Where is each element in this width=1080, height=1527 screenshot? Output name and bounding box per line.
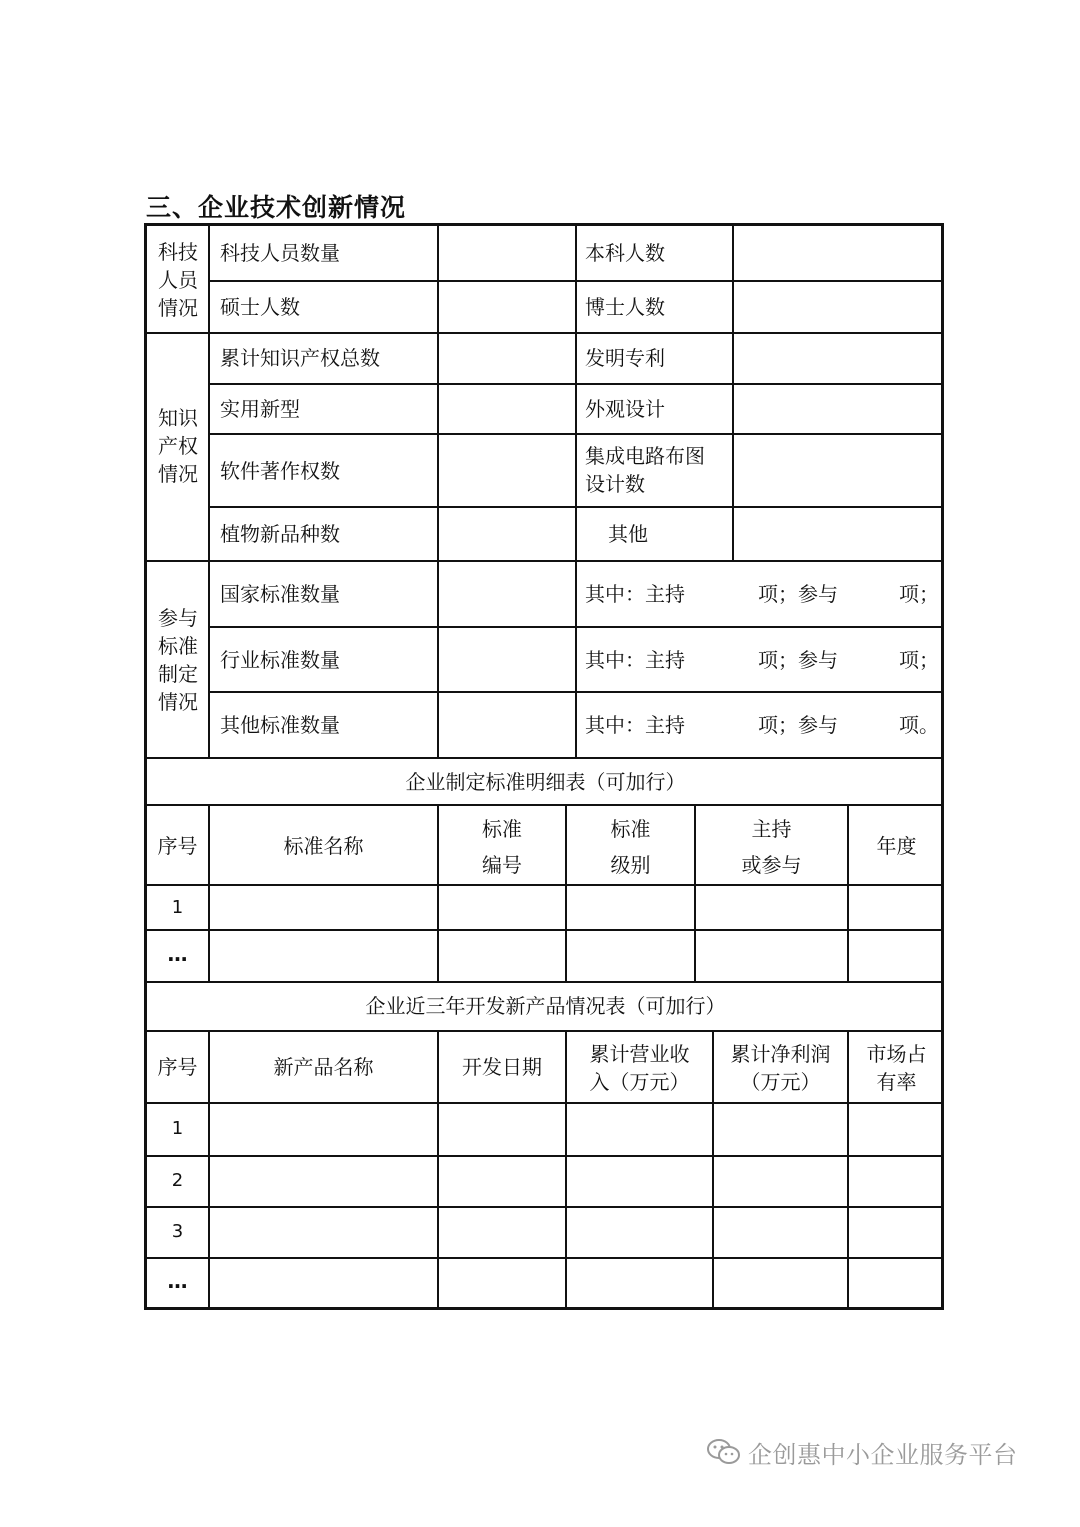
standards-header-level-line1: 标准 [610,817,651,841]
national-detail-end: 项； [899,582,939,606]
ic-layout-label-line2: 设计数 [585,472,645,496]
tech-staff-group-label: 科技人员情况 [158,240,198,320]
products-row-seq: 2 [171,1170,184,1191]
standards-header-code-line2: 编号 [482,853,522,877]
national-standard-label: 国家标准数量 [220,582,340,606]
other-detail-prefix: 其中：主持 [585,713,685,737]
standards-row-seq: … [167,942,188,966]
software-copyright-label: 软件著作权数 [220,459,340,483]
standards-header-role-line1: 主持 [751,817,792,841]
other-standard-label: 其他标准数量 [220,713,340,737]
utility-model-label: 实用新型 [220,397,300,421]
bachelor-label: 本科人数 [585,241,665,265]
section-title: 三、企业技术创新情况 [146,193,407,222]
ip-group-label: 知识产权情况 [158,406,198,486]
products-row-seq: … [167,1269,188,1293]
plant-variety-label: 植物新品种数 [220,522,340,546]
doctor-label: 博士人数 [585,295,665,319]
standards-header-code-line1: 标准 [482,817,522,841]
products-row-seq: 1 [171,1118,184,1139]
watermark [706,1432,1018,1472]
products-header-profit-line1: 累计净利润 [730,1042,831,1066]
standards-header-role-line2: 或参与 [741,853,802,877]
innovation-form [144,223,944,1310]
industry-detail-end: 项； [899,648,939,672]
standards-table-title: 企业制定标准明细表（可加行） [405,770,686,794]
ip-total-label: 累计知识产权总数 [220,346,380,370]
products-header-revenue-line1: 累计营业收 [589,1042,690,1066]
staff-count-label: 科技人员数量 [220,241,340,265]
master-label: 硕士人数 [220,295,300,319]
ic-layout-label-line1: 集成电路布图 [585,444,705,468]
ip-other-label: 其他 [608,522,648,546]
products-row-seq: 3 [171,1221,184,1242]
industry-standard-label: 行业标准数量 [220,648,340,672]
standards-group-label: 参与标准制定情况 [158,606,198,714]
standards-header-name: 标准名称 [283,834,364,858]
standards-row-seq: 1 [171,897,184,918]
national-detail-prefix: 其中：主持 [585,582,685,606]
products-header-profit-line2: （万元） [740,1070,821,1094]
invention-patent-label: 发明专利 [585,346,665,370]
other-detail-mid: 项；参与 [758,713,838,737]
standards-header-level-line2: 级别 [610,853,651,877]
products-header-date: 开发日期 [462,1055,542,1079]
standards-header-seq: 序号 [157,834,198,858]
standards-header-year: 年度 [876,834,917,858]
industry-detail-mid: 项；参与 [758,648,838,672]
national-detail-mid: 项；参与 [758,582,838,606]
products-header-seq: 序号 [157,1055,198,1079]
watermark-text: 企创惠中小企业服务平台 [748,1440,1018,1469]
products-header-name: 新产品名称 [273,1055,374,1079]
products-table-title: 企业近三年开发新产品情况表（可加行） [365,994,726,1018]
products-header-share-line2: 有率 [876,1070,917,1094]
products-header-revenue-line2: 入（万元） [589,1070,690,1094]
other-detail-end: 项。 [899,713,939,737]
wechat-icon [706,1437,742,1467]
design-patent-label: 外观设计 [585,397,665,421]
products-header-share-line1: 市场占 [866,1042,927,1066]
industry-detail-prefix: 其中：主持 [585,648,685,672]
